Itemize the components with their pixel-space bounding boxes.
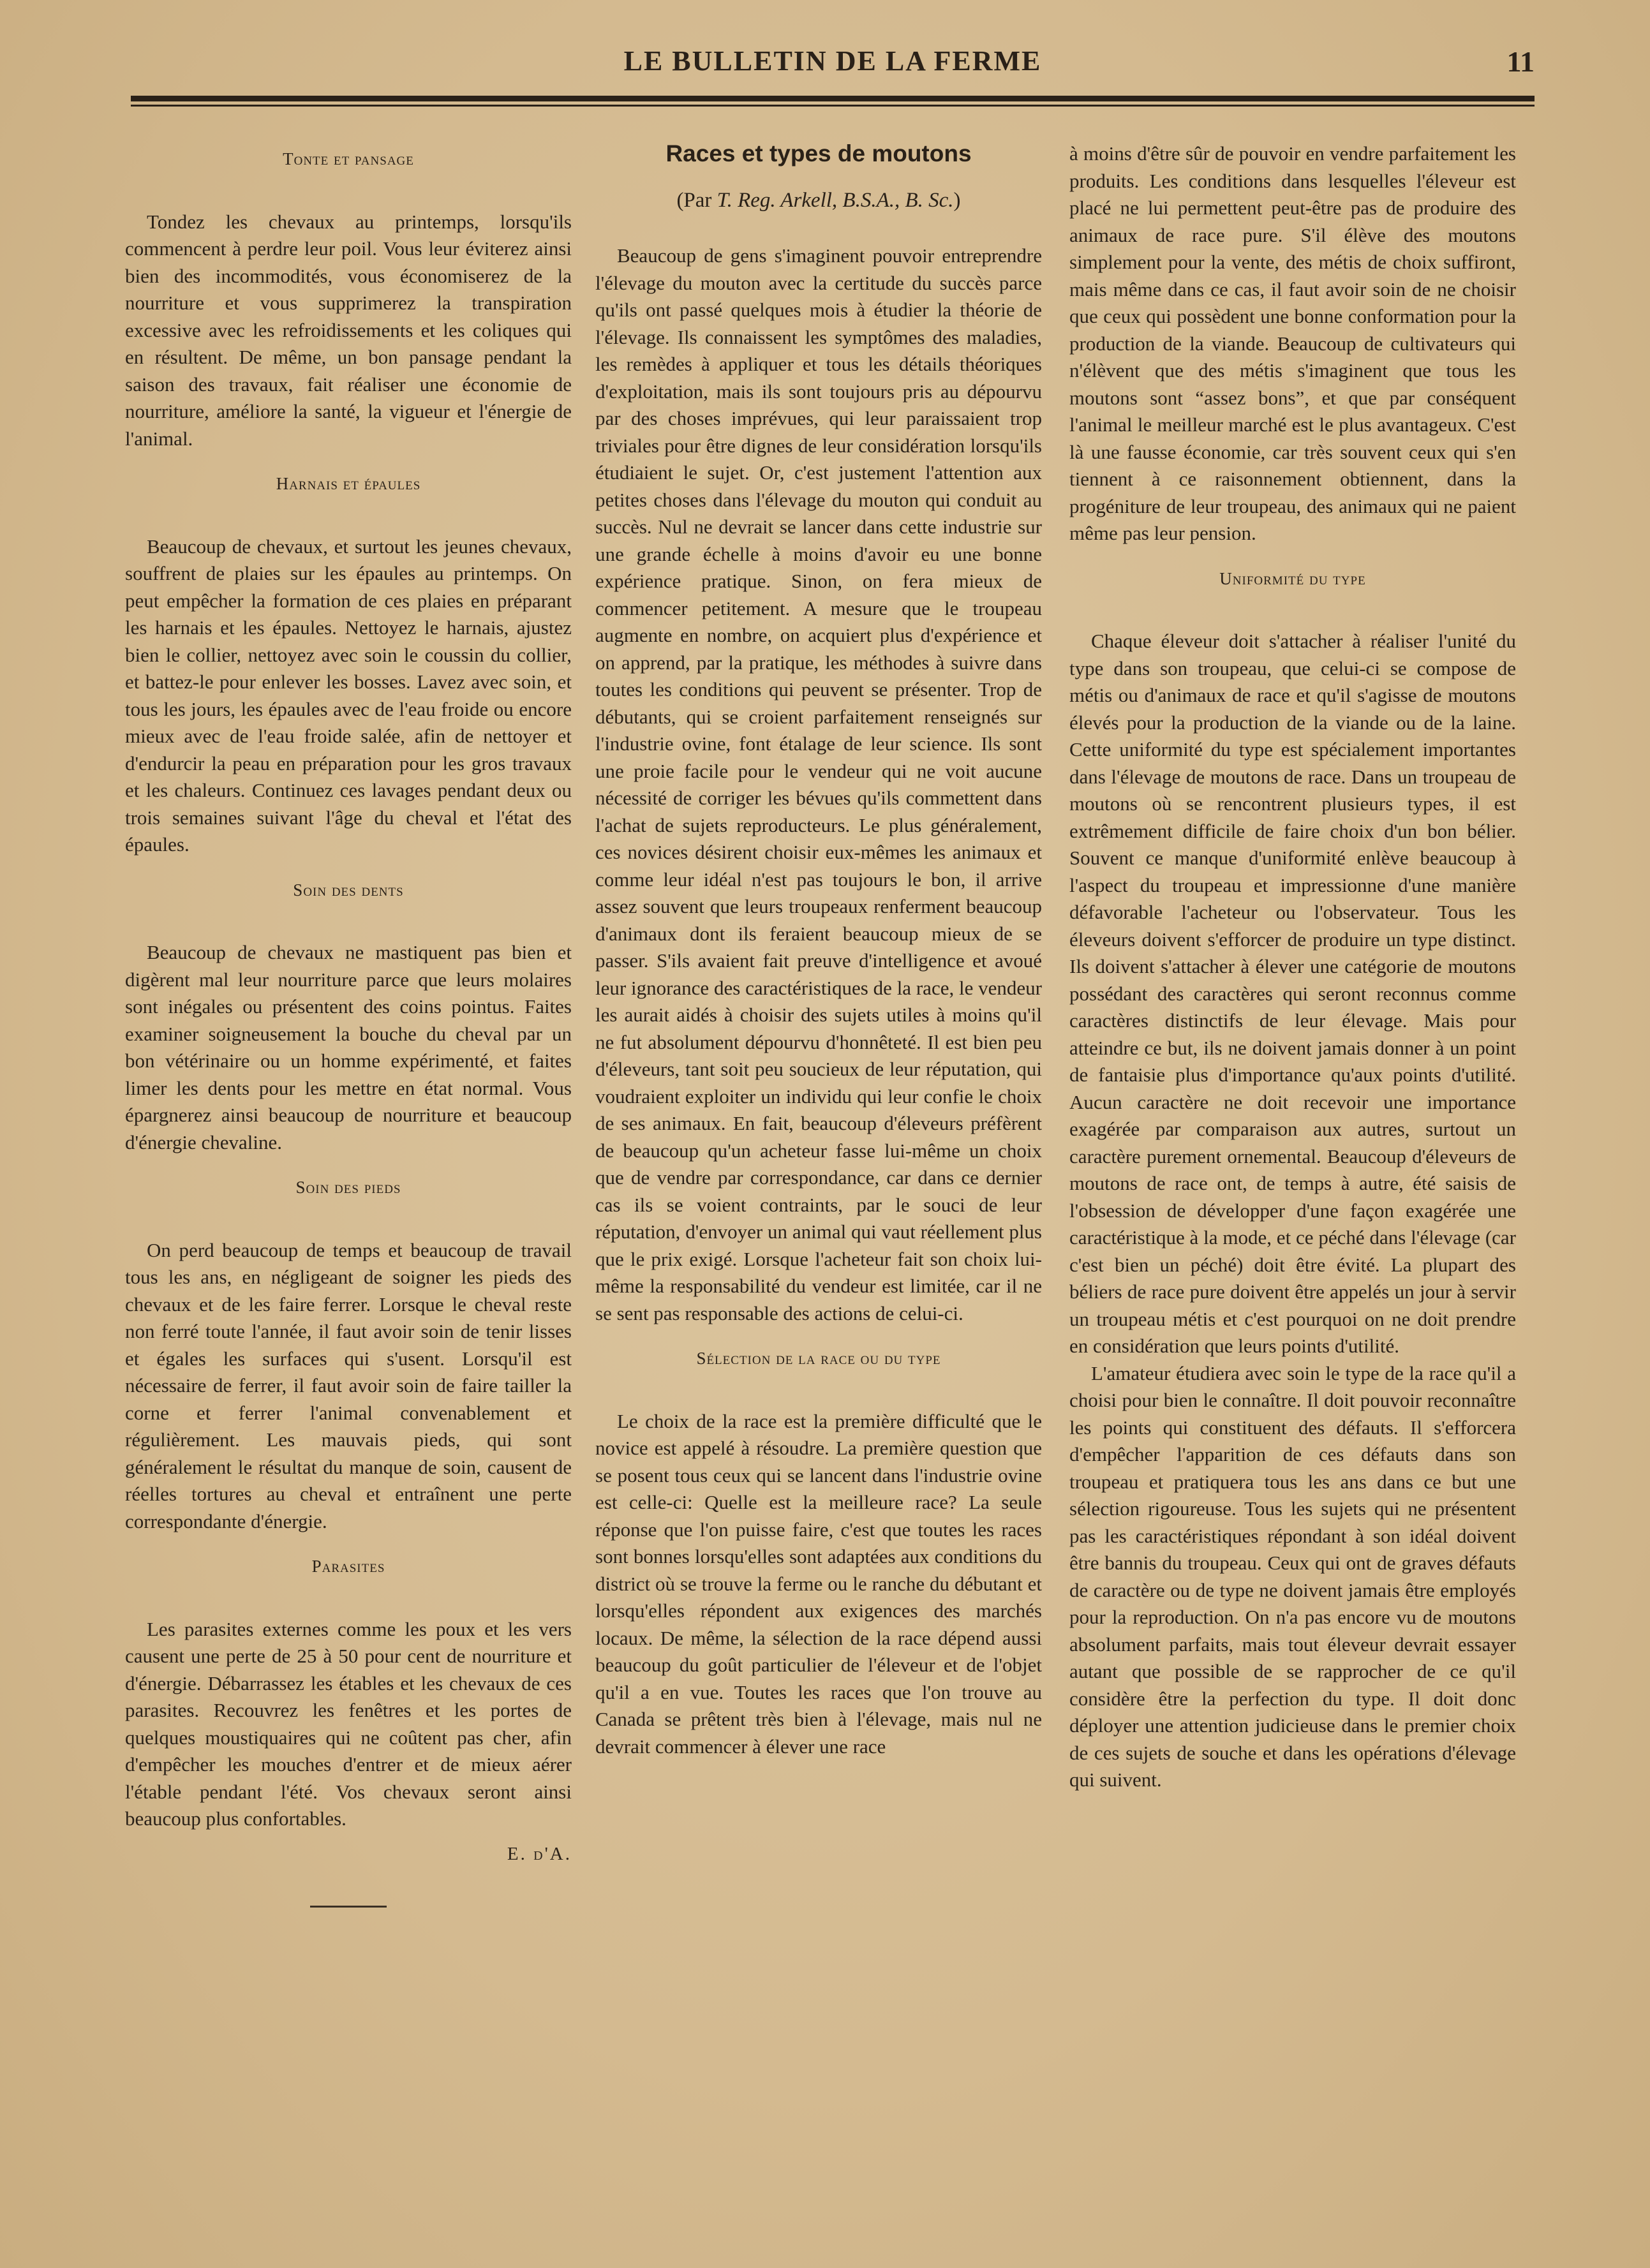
column-left [125,140,572,1908]
header-rule-thin [131,105,1535,107]
article-paragraph-2: Le choix de la race est la première difficulté que le novice est appelé à résoudre. La première question que se posent tous ceux qui se lancent dans l'industrie ovine est celle-ci: Quelle est la meilleure race? La seule réponse que l'on puisse faire, c'est que toutes les races sont bonnes lorsqu'elles sont adaptées aux conditions du district où se trouve la ferme ou le ranche du débutant et lorsqu'elles répondent aux exigences des marchés locaux. De même, la sélection de la race dépend aussi beaucoup du goût particulier de l'éleveur et de l'objet qu'il a en vue. Toutes les races que l'on trouve au Canada se prêtent très bien à l'élevage, mais nul ne devrait commencer à élever une race [595,1409,1042,1758]
header-rule-thick [131,96,1535,101]
author-signature: E. d'A. [507,1843,572,1864]
section-title-uniformite: Uniformité du type [1219,568,1366,588]
article-paragraph-5: L'amateur étudiera avec soin le type de la race qu'il a choisi pour bien le connaître. Il doit pouvoir reconnaître les points qui constituent des défauts. Il s'efforcera d'empêcher l'apparition de ces défauts dans son troupeau et pratiquera tous les ans dans ce but une sélection rigoureuse. Tous les sujets qui ne présentent pas les caractéristiques répondant à son idéal doivent être bannis du troupeau. Ceux qui ont de graves défauts de caractère ou de type ne doivent jamais être employés pour la reproduction. On n'a pas encore vu de moutons absolument parfaits, mais tout éleveur devrait essayer autant que possible de se rapprocher de ce qu'il considère être la perfection du type. Il doit donc déployer une attention judicieuse dans le premier choix de ces sujets de souche et dans les opérations d'élevage qui suivent. [1069,1361,1516,1791]
byline-author: T. Reg. Arkell, B.S.A., B. Sc. [717,188,954,212]
article-paragraph-1: Beaucoup de gens s'imaginent pouvoir entreprendre l'élevage du mouton avec la certitude du succès parce qu'ils ont passé quelques mois à étudier la théorie de l'élevage. Ils connaissent les symptômes des maladies, les remèdes à appliquer et tous les détails théoriques d'exploitation, mais ils sont toujours pris au dépourvu par des choses imprévues, qui leur paraissaient trop triviales pour être dignes de leur considération lorsqu'ils étudiaient le sujet. Or, c'est justement l'attention aux petites choses dans l'élevage du mouton qui conduit au succès. Nul ne devrait se lancer dans cette industrie sur une grande échelle à moins d'avoir eu une bonne expérience pratique. Sinon, on fera mieux de commencer petitement. A mesure que le troupeau augmente en nombre, on acquiert plus d'expérience et on apprend, par la pratique, les méthodes à suivre dans toutes les conditions qui peuvent se présenter. Trop de débutants, qui se croient parfaitement renseignés sur l'industrie ovine, font étalage de leur science. Ils sont une proie facile pour le vendeur qui ne voit aucune nécessité de corriger les bévues qu'ils commettent dans l'achat de sujets reproducteurs. Le plus généralement, ces novices désirent choisir eux-mêmes les animaux et comme leur idéal n'est pas toujours le bon, il arrive assez souvent que leurs troupeaux renferment beaucoup d'animaux dont ils feraient beaucoup mieux de se passer. S'ils avaient fait preuve d'intelligence et avoué leur ignorance des caractéristiques de la race, le vendeur les aurait aidés à choisir des sujets utiles à moins qu'il ne fut absolument dépourvu d'honnêteté. Il est bien peu d'éleveurs, tant soit peu soucieux de leur réputation, qui voudraient exploiter un individu qui leur confie le choix de ses animaux. En fait, beaucoup d'éleveurs préfèrent de beaucoup qu'un acheteur fasse lui-même un choix que de vendre par correspondance, car dans ce dernier cas ils se voient contraints, par le souci de leur réputation, d'envoyer un animal qui vaut réellement plus que le prix exigé. Lorsque l'acheteur fait son choix lui-même la responsabilité du vendeur est limitée, car il ne se sent pas responsable des actions de celui-ci. [595,244,1042,1324]
section-title-tonte: Tonte et pansage [283,149,414,168]
page-number: 11 [1506,45,1535,78]
section-text-pieds: On perd beaucoup de temps et beaucoup de travail tous les ans, en négligeant de soigner les pieds des chevaux et de les faire ferrer. Lorsque le cheval reste non ferré toute l'année, il faut avoir soin de tenir lisses et égales les surfaces qui s'usent. Lorsqu'il est nécessaire de ferrer, il faut avoir soin de faire tailler la corne et ferrer l'animal convenablement et régulièrement. Les mauvais pieds, qui sont généralement le résultat du manque de soin, causent de réelles tortures au cheval et entraînent une perte correspondante d'énergie. [125,1238,572,1532]
section-title-harnais: Harnais et épaules [276,474,421,493]
section-title-pieds: Soin des pieds [295,1178,401,1197]
column-middle [595,140,1042,1760]
section-text-harnais: Beaucoup de chevaux, et surtout les jeunes chevaux, souffrent de plaies sur les épaules au printemps. On peut empêcher la formation de ces plaies en préparant les harnais et les épaules. Nettoyez le harnais, ajustez bien le collier, nettoyez avec soin le coussin du collier, et battez-le pour enlever les bosses. Lavez avec soin, et tous les jours, les épaules avec de l'eau froide ou encore mieux avec de l'eau froide salée, afin de nettoyer et d'endurcir la peau en préparation pour les gros travaux et les chaleurs. Continuez ces lavages pendant deux ou trois semaines suivant l'âge du cheval et l'état des épaules. [125,535,572,856]
article-byline [595,187,1042,214]
article-paragraph-4: Chaque éleveur doit s'attacher à réaliser l'unité du type dans son troupeau, que celui-ci se compose de métis ou d'animaux de race et qu'il s'agisse de moutons élevés pour la production de la viande ou de la laine. Cette uniformité du type est spécialement importantes dans l'élevage de moutons de race. Dans un troupeau de moutons où se rencontrent plusieurs types, il est extrêmement difficile de faire choix d'un bon bélier. Souvent ce manque d'uniformité enlève beaucoup à l'aspect du troupeau et impressionne d'une manière défavorable l'acheteur ou l'observateur. Tous les éleveurs doivent s'efforcer de produire un type distinct. Ils doivent s'attacher à élever une catégorie de moutons possédant des caractères qui seront reconnus comme caractères distinctifs de leur élevage. Mais pour atteindre ce but, ils ne doivent jamais donner à un point de fantaisie plus d'importance qu'aux points d'utilité. Aucun caractère ne doit recevoir une importance exagérée par comparaison aux autres, surtout un caractère purement ornemental. Beaucoup d'éleveurs de moutons de race ont, de temps à autre, été saisis de l'obsession de développer d'une façon exagérée une caractéristique à la mode, et ce péché dans l'élevage (car c'est bien un péché) doit être évité. La plupart des béliers de race pure doivent être appelés un jour à servir un troupeau métis et c'est pourquoi on ne doit prendre en considération que leurs points d'utilité. [1069,630,1516,1357]
section-title-selection: Sélection de la race ou du type [696,1349,941,1368]
article-paragraph-3: à moins d'être sûr de pouvoir en vendre parfaitement les produits. Les conditions dans lesquelles l'éleveur est placé ne lui permettent peut-être pas de produire des animaux de race pure. S'il élève des moutons simplement pour la vente, des métis de choix suffiront, mais même dans ce cas, il faut avoir soin de ne choisir que ceux qui possèdent une bonne conformation pour la production de la viande. Beaucoup de cultivateurs qui n'élèvent que des métis s'imaginent que tous les moutons sont “assez bons”, et que par conséquent l'animal le meilleur marché est le plus avantageux. C'est là une fausse économie, car très souvent ceux qui s'en tiennent à ce raisonnement obtiennent, dans la progéniture de leur troupeau, des animaux qui ne paient même pas leur pension. [1069,142,1516,544]
article-title: Races et types de moutons [665,140,972,167]
byline-suffix: ) [953,188,961,212]
page-header [131,45,1535,89]
column-right [1069,140,1516,1794]
end-rule [310,1906,387,1908]
section-text-tonte: Tondez les chevaux au printemps, lorsqu'ils commencent à perdre leur poil. Vous leur éviterez ainsi bien des incommodités, vous économiserez de la nourriture et vous supprimerez la transpiration excessive avec les refroidissements et les coliques qui en résultent. De même, un bon pansage pendant la saison des travaux, fait réaliser une économie de nourriture, améliore la santé, la vigueur et l'énergie de l'animal. [125,210,572,450]
section-text-parasites: Les parasites externes comme les poux et les vers causent une perte de 25 à 50 pour cent de nourriture et d'énergie. Débarrassez les étables et les chevaux de ces parasites. Recouvrez les fenêtres et les portes de quelques moustiquaires qui ne coûtent pas cher, afin d'empêcher les mouches d'entrer et de mieux aérer l'étable pendant l'été. Vos chevaux seront ainsi beaucoup plus confortables. [125,1617,572,1830]
section-title-parasites: Parasites [311,1557,385,1576]
publication-title: LE BULLETIN DE LA FERME [623,45,1042,77]
byline-prefix: (Par [676,188,712,212]
section-title-dents: Soin des dents [293,880,404,900]
section-text-dents: Beaucoup de chevaux ne mastiquent pas bien et digèrent mal leur nourriture parce que leurs molaires sont inégales ou présentent des coins pointus. Faites examiner soigneusement la bouche du cheval par un bon vétérinaire ou un homme expérimenté, et faites limer les dents pour les mettre en état normal. Vous épargnerez ainsi beaucoup de nourriture et beaucoup d'énergie chevaline. [125,941,572,1153]
